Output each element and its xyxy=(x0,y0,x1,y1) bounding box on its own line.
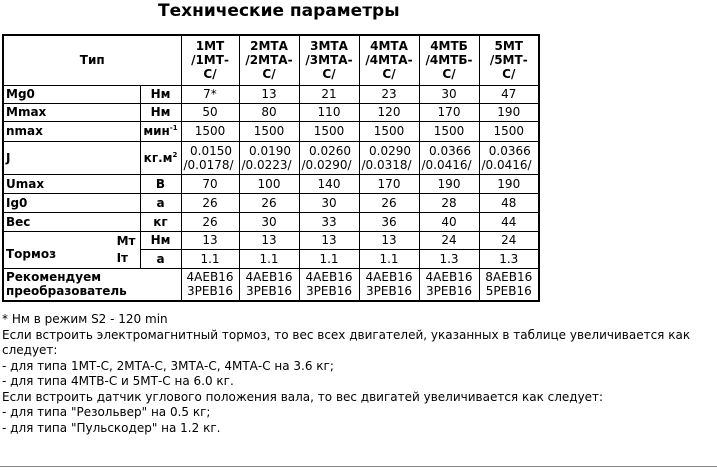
value-cell: 13 xyxy=(239,85,299,103)
value-cell: 13 xyxy=(359,231,419,250)
value-cell: 1500 xyxy=(239,121,299,141)
value-cell: 140 xyxy=(299,174,359,193)
value-cell: 13 xyxy=(181,231,239,250)
value-cell: 47 xyxy=(479,85,539,103)
value-cell: 190 xyxy=(479,103,539,121)
brake-note-intro: Если встроить электромагнитный тормоз, то вес всех двигателей, указанных в таблице увеличивается как следует: xyxy=(2,327,691,357)
value-cell: 0.0190 /0.0223/ xyxy=(239,141,299,174)
value-cell: 4АЕВ16 3РЕВ16 xyxy=(419,268,479,301)
value-cell: 4АЕВ16 3РЕВ16 xyxy=(239,268,299,301)
brake-note-item: - для типа 4МТВ-С и 5МТ-С на 6.0 кг. xyxy=(2,374,234,388)
value-cell: 1500 xyxy=(359,121,419,141)
row-mass xyxy=(3,212,539,231)
value-cell: 1500 xyxy=(479,121,539,141)
type-header: Тип xyxy=(3,35,181,85)
value-cell: 100 xyxy=(239,174,299,193)
value-cell: 1.3 xyxy=(479,250,539,269)
row-mg0 xyxy=(3,85,539,103)
header-row xyxy=(3,35,539,85)
value-cell: 24 xyxy=(419,231,479,250)
value-cell: 1500 xyxy=(419,121,479,141)
param-name: Вес xyxy=(3,212,140,231)
value-cell: 28 xyxy=(419,193,479,212)
brake-it-label: Iт xyxy=(116,250,129,265)
row-ig0 xyxy=(3,193,539,212)
model-header: 4МТА /4МТА- С/ xyxy=(359,35,419,85)
value-cell: 70 xyxy=(181,174,239,193)
value-cell: 23 xyxy=(359,85,419,103)
brake-mt-label: Мт xyxy=(116,233,136,248)
value-cell: 8АЕВ16 5РЕВ16 xyxy=(479,268,539,301)
value-cell: 26 xyxy=(359,193,419,212)
value-cell: 80 xyxy=(239,103,299,121)
value-cell: 7* xyxy=(181,85,239,103)
value-cell: 4АЕВ16 3РЕВ16 xyxy=(181,268,239,301)
model-header: 5МТ /5МТ- С/ xyxy=(479,35,539,85)
value-cell: 33 xyxy=(299,212,359,231)
param-name: Ig0 xyxy=(3,193,140,212)
brake-name: Тормоз xyxy=(6,246,57,261)
model-header: 4МТБ /4МТБ- С/ xyxy=(419,35,479,85)
param-name: nmax xyxy=(3,121,140,141)
row-brake-mt xyxy=(3,231,539,250)
row-j xyxy=(3,141,539,174)
value-cell: 0.0260 /0.0290/ xyxy=(299,141,359,174)
model-header: 1МТ /1МТ- С/ xyxy=(181,35,239,85)
value-cell: 1.3 xyxy=(419,250,479,269)
row-nmax xyxy=(3,121,539,141)
row-umax xyxy=(3,174,539,193)
value-cell: 4АЕВ16 3РЕВ16 xyxy=(299,268,359,301)
param-unit: Нм xyxy=(140,85,181,103)
value-cell: 170 xyxy=(419,103,479,121)
param-name: J xyxy=(3,141,140,174)
param-unit: В xyxy=(140,174,181,193)
sensor-note-intro: Если встроить датчик углового положения вала, то вес двигатей увеличивается как следует: xyxy=(2,389,604,404)
brake-cell xyxy=(3,231,140,268)
value-cell: 24 xyxy=(479,231,539,250)
value-cell: 26 xyxy=(239,193,299,212)
value-cell: 1.1 xyxy=(299,250,359,269)
row-recommended xyxy=(3,268,539,301)
brake-note-item: - для типа 1МТ-С, 2МТА-С, 3МТА-С, 4МТА-С на 3.6 кг; xyxy=(2,358,334,373)
param-name: Mmax xyxy=(3,103,140,121)
value-cell: 190 xyxy=(479,174,539,193)
value-cell: 40 xyxy=(419,212,479,231)
value-cell: 0.0366 /0.0416/ xyxy=(479,141,539,174)
param-unit: а xyxy=(140,250,181,269)
value-cell: 1.1 xyxy=(239,250,299,269)
param-unit: $кг.м^2$ xyxy=(140,141,181,174)
value-cell: 0.0366 /0.0416/ xyxy=(419,141,479,174)
value-cell: 21 xyxy=(299,85,359,103)
param-unit: а xyxy=(140,193,181,212)
param-unit: кг xyxy=(140,212,181,231)
value-cell: 50 xyxy=(181,103,239,121)
value-cell: 13 xyxy=(239,231,299,250)
value-cell: 1.1 xyxy=(181,250,239,269)
value-cell: 4АЕВ16 3РЕВ16 xyxy=(359,268,419,301)
value-cell: 110 xyxy=(299,103,359,121)
value-cell: 44 xyxy=(479,212,539,231)
value-cell: 30 xyxy=(239,212,299,231)
value-cell: 190 xyxy=(419,174,479,193)
recommended-name: Рекомендуем преобразователь xyxy=(3,268,181,301)
param-name: Mg0 xyxy=(3,85,140,103)
model-header: 3МТА /3МТА- С/ xyxy=(299,35,359,85)
value-cell: 1500 xyxy=(181,121,239,141)
value-cell: 0.0150 /0.0178/ xyxy=(181,141,239,174)
value-cell: 26 xyxy=(181,212,239,231)
value-cell: 30 xyxy=(299,193,359,212)
value-cell: 0.0290 /0.0318/ xyxy=(359,141,419,174)
model-header: 2МТА /2МТА- С/ xyxy=(239,35,299,85)
sensor-note-item: - для типа "Резольвер" на 0.5 кг; xyxy=(2,405,211,419)
value-cell: 1500 xyxy=(299,121,359,141)
value-cell: 36 xyxy=(359,212,419,231)
param-unit: Нм xyxy=(140,103,181,121)
notes-section xyxy=(2,312,714,436)
value-cell: 170 xyxy=(359,174,419,193)
row-mmax xyxy=(3,103,539,121)
param-name: Umax xyxy=(3,174,140,193)
value-cell: 48 xyxy=(479,193,539,212)
value-cell: 120 xyxy=(359,103,419,121)
bottom-divider xyxy=(0,466,717,467)
param-unit: мин$^{-1}$ xyxy=(140,121,181,141)
value-cell: 30 xyxy=(419,85,479,103)
value-cell: 13 xyxy=(299,231,359,250)
value-cell: 26 xyxy=(181,193,239,212)
value-cell: 1.1 xyxy=(359,250,419,269)
sensor-note-item: - для типа "Пульскодер" на 1.2 кг. xyxy=(2,420,221,435)
footnote: * Нм в режим S2 - 120 min xyxy=(2,312,168,326)
spec-table xyxy=(2,34,540,302)
page-title: Технические параметры xyxy=(158,1,400,21)
param-unit: Нм xyxy=(140,231,181,250)
